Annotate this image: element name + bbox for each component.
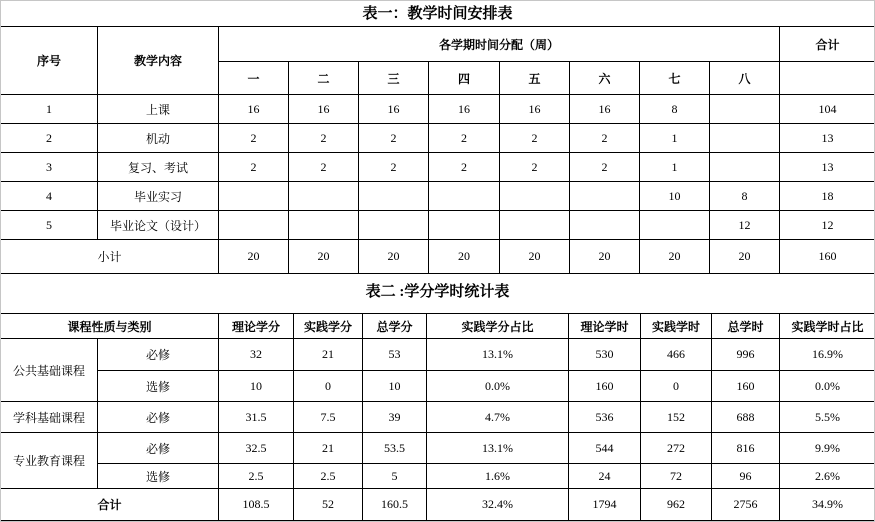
value-cell: [289, 182, 359, 211]
value-cell: 2: [359, 124, 429, 153]
value-cell: 2: [570, 153, 640, 182]
value-cell: 0.0%: [427, 371, 569, 402]
value-cell: 688: [712, 402, 780, 433]
value-cell: 2.5: [219, 464, 294, 489]
col-header-practice-credits: 实践学分: [294, 314, 363, 339]
value-cell: [710, 124, 780, 153]
table2-title: 表二 :学分学时统计表: [365, 284, 510, 300]
credit-hours-table: [0, 313, 875, 521]
table-row: [1, 27, 875, 62]
table-row: [1, 464, 875, 489]
table-row: [1, 124, 875, 153]
seq-cell: 4: [1, 182, 98, 211]
value-cell: 8: [640, 95, 710, 124]
value-cell: 466: [641, 339, 712, 371]
col-header-total-hours: 总学时: [712, 314, 780, 339]
table-row: [1, 402, 875, 433]
total-cell: 104: [780, 95, 875, 124]
value-cell: 160.5: [363, 489, 427, 521]
value-cell: 20: [289, 240, 359, 274]
total-cell: 12: [780, 211, 875, 240]
value-cell: 2756: [712, 489, 780, 521]
col-header-content: 教学内容: [98, 27, 219, 95]
value-cell: 96: [712, 464, 780, 489]
value-cell: 160: [569, 371, 641, 402]
value-cell: 34.9%: [780, 489, 875, 521]
course-type-cell: 必修: [98, 339, 219, 371]
value-cell: 2: [359, 153, 429, 182]
content-cell: 上课: [98, 95, 219, 124]
col-header-practice-hour-ratio: 实践学时占比: [780, 314, 875, 339]
col-header-theory-credits: 理论学分: [219, 314, 294, 339]
value-cell: 0: [641, 371, 712, 402]
empty-header-cell: [780, 62, 875, 95]
course-type-cell: 必修: [98, 402, 219, 433]
value-cell: 8: [710, 182, 780, 211]
col-header-semester-5: 五: [500, 62, 570, 95]
col-header-semester-6: 六: [570, 62, 640, 95]
col-header-practice-hours: 实践学时: [641, 314, 712, 339]
content-cell: 机动: [98, 124, 219, 153]
table-row: [1, 433, 875, 464]
value-cell: 16: [289, 95, 359, 124]
category-cell: 专业教育课程: [1, 433, 98, 489]
value-cell: [429, 211, 500, 240]
value-cell: 0: [294, 371, 363, 402]
value-cell: 32: [219, 339, 294, 371]
value-cell: [500, 211, 570, 240]
value-cell: [710, 95, 780, 124]
col-header-semester-group: 各学期时间分配（周）: [219, 27, 780, 62]
content-cell: 复习、考试: [98, 153, 219, 182]
table-row: [1, 95, 875, 124]
value-cell: [359, 182, 429, 211]
value-cell: 72: [641, 464, 712, 489]
total-cell: 13: [780, 153, 875, 182]
value-cell: 4.7%: [427, 402, 569, 433]
category-cell: 学科基础课程: [1, 402, 98, 433]
value-cell: [359, 211, 429, 240]
value-cell: [500, 182, 570, 211]
value-cell: 2: [289, 124, 359, 153]
col-header-total-credits: 总学分: [363, 314, 427, 339]
value-cell: 108.5: [219, 489, 294, 521]
seq-cell: 5: [1, 211, 98, 240]
subtotal-label: 小计: [1, 240, 219, 274]
col-header-semester-8: 八: [710, 62, 780, 95]
col-header-seq: 序号: [1, 27, 98, 95]
value-cell: 7.5: [294, 402, 363, 433]
value-cell: 32.4%: [427, 489, 569, 521]
col-header-semester-2: 二: [289, 62, 359, 95]
table-row: [1, 314, 875, 339]
value-cell: 31.5: [219, 402, 294, 433]
value-cell: 10: [640, 182, 710, 211]
value-cell: [219, 182, 289, 211]
table-row: [1, 371, 875, 402]
course-type-cell: 必修: [98, 433, 219, 464]
total-cell: 13: [780, 124, 875, 153]
value-cell: 1794: [569, 489, 641, 521]
value-cell: 13.1%: [427, 433, 569, 464]
value-cell: 9.9%: [780, 433, 875, 464]
value-cell: [570, 211, 640, 240]
col-header-semester-3: 三: [359, 62, 429, 95]
value-cell: [289, 211, 359, 240]
value-cell: [640, 211, 710, 240]
table-row: [1, 211, 875, 240]
value-cell: 21: [294, 339, 363, 371]
value-cell: 53: [363, 339, 427, 371]
value-cell: [429, 182, 500, 211]
value-cell: 530: [569, 339, 641, 371]
value-cell: 52: [294, 489, 363, 521]
col-header-course-type: 课程性质与类别: [1, 314, 219, 339]
value-cell: 544: [569, 433, 641, 464]
course-type-cell: 选修: [98, 371, 219, 402]
value-cell: [570, 182, 640, 211]
value-cell: 2: [429, 124, 500, 153]
value-cell: 20: [359, 240, 429, 274]
value-cell: 996: [712, 339, 780, 371]
value-cell: 20: [570, 240, 640, 274]
value-cell: 20: [500, 240, 570, 274]
table1-title: 表一：教学时间安排表: [362, 6, 513, 22]
value-cell: 5.5%: [780, 402, 875, 433]
value-cell: 2: [429, 153, 500, 182]
subtotal-row: [1, 240, 875, 274]
value-cell: 2.5: [294, 464, 363, 489]
value-cell: 32.5: [219, 433, 294, 464]
value-cell: 5: [363, 464, 427, 489]
value-cell: 2: [500, 153, 570, 182]
value-cell: 1.6%: [427, 464, 569, 489]
value-cell: 16: [359, 95, 429, 124]
value-cell: 10: [363, 371, 427, 402]
value-cell: 160: [712, 371, 780, 402]
value-cell: 12: [710, 211, 780, 240]
total-cell: 18: [780, 182, 875, 211]
teaching-time-table: [0, 26, 875, 274]
value-cell: 20: [710, 240, 780, 274]
grand-total-row: [1, 489, 875, 521]
seq-cell: 1: [1, 95, 98, 124]
content-cell: 毕业实习: [98, 182, 219, 211]
value-cell: 53.5: [363, 433, 427, 464]
value-cell: 10: [219, 371, 294, 402]
value-cell: 816: [712, 433, 780, 464]
seq-cell: 2: [1, 124, 98, 153]
table-row: [1, 153, 875, 182]
value-cell: 16: [429, 95, 500, 124]
category-cell: 公共基础课程: [1, 339, 98, 402]
col-header-semester-4: 四: [429, 62, 500, 95]
value-cell: 24: [569, 464, 641, 489]
course-type-cell: 选修: [98, 464, 219, 489]
seq-cell: 3: [1, 153, 98, 182]
value-cell: 272: [641, 433, 712, 464]
value-cell: 2: [570, 124, 640, 153]
col-header-theory-hours: 理论学时: [569, 314, 641, 339]
value-cell: [219, 211, 289, 240]
value-cell: 13.1%: [427, 339, 569, 371]
value-cell: 2: [500, 124, 570, 153]
value-cell: 20: [219, 240, 289, 274]
grand-total-label: 合计: [1, 489, 219, 521]
value-cell: 39: [363, 402, 427, 433]
content-cell: 毕业论文（设计）: [98, 211, 219, 240]
col-header-semester-1: 一: [219, 62, 289, 95]
value-cell: 2.6%: [780, 464, 875, 489]
value-cell: 2: [289, 153, 359, 182]
value-cell: 16: [219, 95, 289, 124]
value-cell: 2: [219, 153, 289, 182]
value-cell: 1: [640, 124, 710, 153]
value-cell: 16: [500, 95, 570, 124]
value-cell: 1: [640, 153, 710, 182]
value-cell: 152: [641, 402, 712, 433]
col-header-total: 合计: [780, 27, 875, 62]
value-cell: 21: [294, 433, 363, 464]
col-header-practice-credit-ratio: 实践学分占比: [427, 314, 569, 339]
value-cell: 2: [219, 124, 289, 153]
value-cell: 16: [570, 95, 640, 124]
total-cell: 160: [780, 240, 875, 274]
value-cell: 20: [429, 240, 500, 274]
value-cell: 20: [640, 240, 710, 274]
value-cell: 0.0%: [780, 371, 875, 402]
value-cell: [710, 153, 780, 182]
value-cell: 16.9%: [780, 339, 875, 371]
table-row: [1, 339, 875, 371]
col-header-semester-7: 七: [640, 62, 710, 95]
value-cell: 962: [641, 489, 712, 521]
value-cell: 536: [569, 402, 641, 433]
table-row: [1, 182, 875, 211]
